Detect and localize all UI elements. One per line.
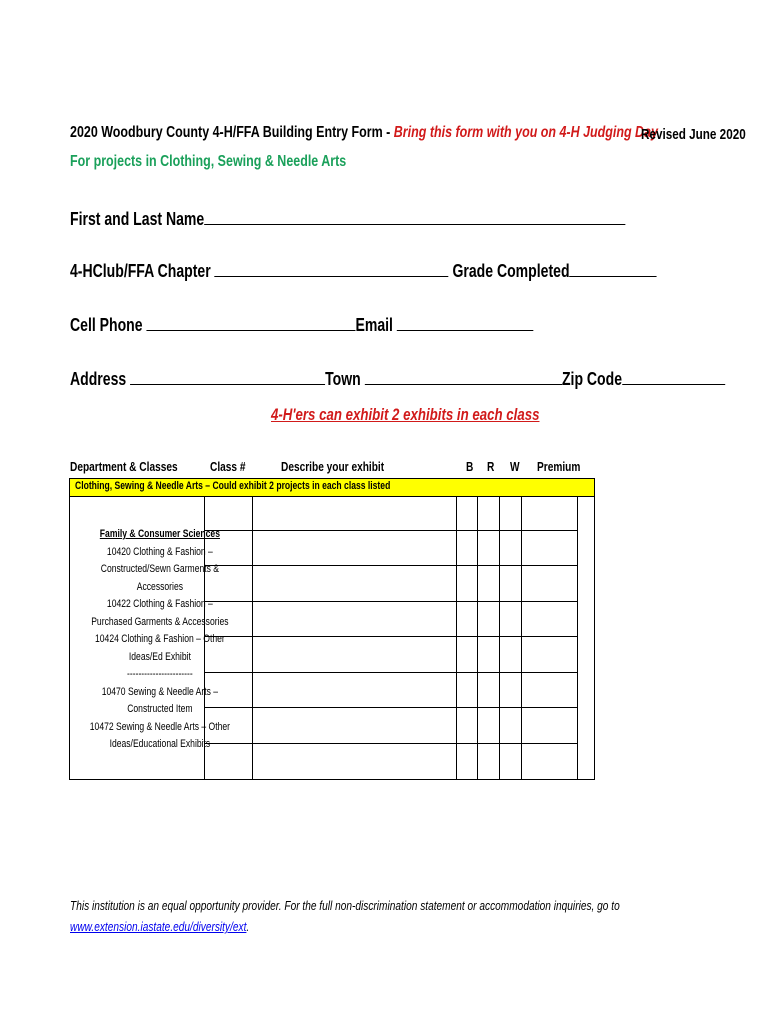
class-separator: -----------------------: [127, 668, 193, 680]
entry-table: [69, 496, 595, 780]
category-banner: [69, 478, 595, 497]
class-line: Purchased Garments & Accessories: [91, 615, 229, 628]
name-field[interactable]: [204, 206, 625, 225]
zip-label: Zip Code: [561, 369, 623, 389]
col-divider: [477, 496, 478, 779]
footer-end: .: [246, 919, 250, 934]
banner-text: Clothing, Sewing & Needle Arts – Could exhibit 2 projects in each class listed: [75, 480, 391, 492]
header-premium: Premium: [537, 459, 581, 474]
row-divider: [204, 743, 578, 744]
footer-statement: [70, 895, 770, 937]
form-subtitle: For projects in Clothing, Sewing & Needle Arts: [70, 153, 347, 170]
header-describe: Describe your exhibit: [281, 459, 385, 474]
dept-heading: Family & Consumer Sciences: [99, 528, 220, 540]
grade-label: Grade Completed: [452, 261, 570, 281]
class-line: 10470 Sewing & Needle Arts –: [101, 685, 219, 698]
col-divider: [456, 496, 457, 779]
class-line: 10472 Sewing & Needle Arts – Other: [89, 720, 231, 733]
diversity-link[interactable]: www.extension.iastate.edu/diversity/ext: [70, 919, 247, 934]
grade-field[interactable]: [570, 258, 657, 277]
phone-label: Cell Phone: [70, 315, 143, 335]
class-line: 10422 Clothing & Fashion –: [106, 598, 213, 610]
phone-email-row: [70, 312, 533, 336]
class-line: Constructed/Sewn Garments &: [100, 563, 220, 575]
title-main: 2020 Woodbury County 4-H/FFA Building Entry Form -: [70, 124, 394, 141]
footer-text: This institution is an equal opportunity provider. For the full non-discrimination statement or accommodation inquiries, go to: [70, 898, 620, 913]
class-line: 10424 Clothing & Fashion – Other: [95, 633, 225, 645]
class-line: Accessories: [136, 580, 184, 593]
email-label: Email: [355, 315, 393, 335]
col-divider: [521, 496, 522, 779]
address-row: [70, 366, 725, 390]
class-line: Ideas/Educational Exhibits: [109, 738, 211, 750]
col-divider: [252, 496, 253, 779]
email-field[interactable]: [397, 312, 534, 331]
address-label: Address: [70, 369, 127, 389]
zip-field[interactable]: [622, 366, 725, 385]
footer-link-line: [70, 916, 620, 937]
town-field[interactable]: [365, 366, 562, 385]
address-field[interactable]: [130, 366, 325, 385]
row-divider: [204, 530, 578, 531]
row-divider: [204, 601, 578, 602]
header-b: B: [466, 459, 474, 474]
name-row: [70, 206, 625, 230]
name-label: First and Last Name: [70, 209, 205, 229]
header-w: W: [510, 459, 520, 474]
club-label: 4-HClub/FFA Chapter: [70, 261, 211, 281]
col-divider: [499, 496, 500, 779]
club-grade-row: [70, 258, 657, 282]
class-line: Ideas/Ed Exhibit: [128, 650, 191, 663]
header-class: Class #: [210, 459, 246, 474]
form-title: [70, 124, 658, 142]
class-line: Constructed Item: [127, 703, 193, 715]
col-divider: [577, 496, 578, 779]
phone-field[interactable]: [146, 312, 355, 331]
revised-date: Revised June 2020: [641, 126, 746, 143]
exhibit-note: 4-H'ers can exhibit 2 exhibits in each class: [271, 405, 540, 424]
class-line: 10420 Clothing & Fashion –: [106, 545, 213, 558]
title-reminder: Bring this form with you on 4-H Judging Day: [393, 124, 658, 141]
department-classes: [70, 526, 231, 754]
row-divider: [204, 672, 578, 673]
town-label: Town: [325, 369, 361, 389]
row-divider: [204, 565, 578, 566]
club-field[interactable]: [215, 258, 449, 277]
row-divider: [204, 707, 578, 708]
header-dept: Department & Classes: [70, 459, 178, 474]
row-divider: [204, 636, 578, 637]
header-r: R: [487, 459, 495, 474]
